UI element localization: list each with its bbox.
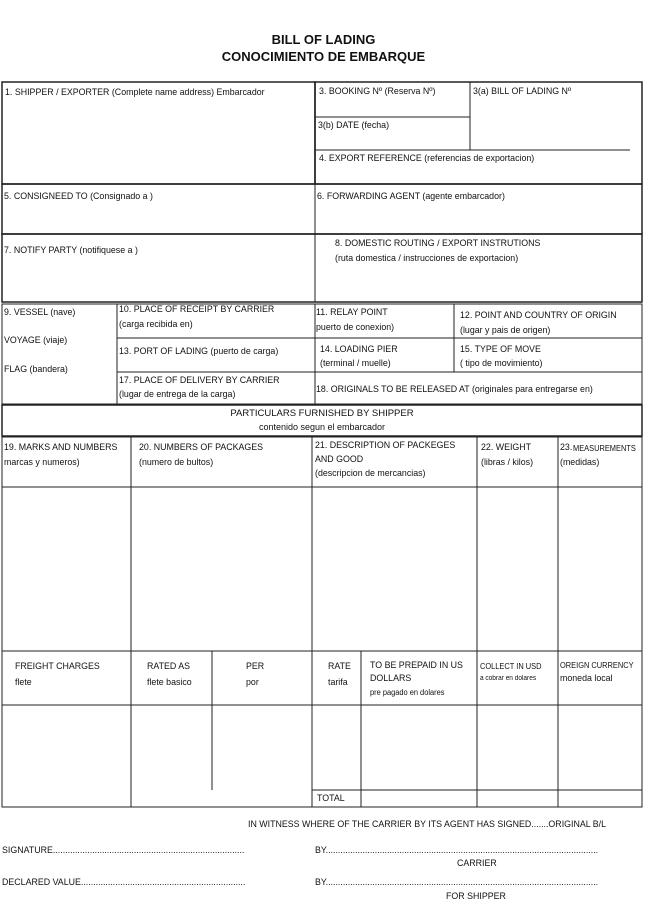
delivery-sublabel: (lugar de entrega de la carga) (119, 389, 236, 400)
voyage-label: VOYAGE (viaje) (4, 335, 68, 346)
rate-header: RATE (328, 661, 351, 672)
particulars-heading: PARTICULARS FURNISHED BY SHIPPER (230, 408, 414, 419)
signature-line[interactable]: SIGNATURE.............................................................................. (2, 845, 245, 856)
carrier-by-line[interactable]: BY............................................................................................................... (315, 845, 599, 856)
receipt-label: 10. PLACE OF RECEIPT BY CARRIER (119, 304, 275, 315)
per-subheader: por (246, 677, 259, 688)
description-header: 21. DESCRIPTION OF PACKEGES (315, 440, 456, 451)
declared-value-line[interactable]: DECLARED VALUE................................................................... (2, 877, 246, 888)
description-header-2: AND GOOD (315, 454, 364, 465)
type-of-move-sublabel: ( tipo de movimiento) (460, 358, 543, 369)
packages-header: 20. NUMBERS OF PACKAGES (139, 442, 264, 453)
date-label: 3(b) DATE (fecha) (318, 120, 390, 131)
relay-point-label: 11. RELAY POINT (316, 307, 388, 318)
document-title: BILL OF LADING (271, 32, 376, 47)
origin-sublabel: (lugar y pais de origen) (460, 325, 551, 336)
weight-header: 22. WEIGHT (481, 442, 532, 453)
shipper-by-line[interactable]: BY............................................................................................................... (315, 877, 599, 888)
bl-number-label: 3(a) BILL OF LADING Nº (473, 86, 572, 97)
prepaid-subheader: pre pagado en dolares (370, 688, 445, 697)
prepaid-header: TO BE PREPAID IN US (370, 660, 463, 671)
weight-subheader: (libras / kilos) (481, 457, 534, 468)
consignee-label: 5. CONSIGNEED TO (Consignado a ) (4, 191, 153, 202)
currency-subheader: moneda local (560, 673, 613, 684)
document-subtitle: CONOCIMIENTO DE EMBARQUE (221, 49, 426, 64)
marks-subheader: marcas y numeros) (4, 457, 80, 468)
loading-pier-sublabel: (terminal / muelle) (320, 358, 391, 369)
flag-label: FLAG (bandera) (4, 364, 68, 375)
port-of-lading-label: 13. PORT OF LADING (puerto de carga) (119, 346, 279, 357)
measurements-number: 23. (560, 442, 573, 453)
currency-header: OREIGN CURRENCY (560, 661, 634, 670)
measurements-header: MEASUREMENTS (573, 444, 636, 453)
carrier-caption: CARRIER (457, 858, 497, 869)
description-subheader: (descripcion de mercancias) (315, 468, 426, 479)
origin-label: 12. POINT AND COUNTRY OF ORIGIN (460, 310, 617, 321)
routing-sublabel: (ruta domestica / instrucciones de exportacion) (335, 253, 519, 264)
measurements-subheader: (medidas) (560, 457, 600, 468)
marks-header: 19. MARKS AND NUMBERS (4, 442, 118, 453)
relay-point-sublabel: puerto de conexion) (316, 322, 395, 333)
collect-subheader: a cobrar en dolares (480, 675, 537, 682)
export-reference-label: 4. EXPORT REFERENCE (referencias de exportacion) (319, 153, 535, 164)
rate-subheader: tarifa (328, 677, 348, 688)
collect-header: COLLECT IN USD (480, 662, 542, 671)
prepaid-header-2: DOLLARS (370, 673, 412, 684)
packages-subheader: (numero de bultos) (139, 457, 214, 468)
witness-statement: IN WITNESS WHERE OF THE CARRIER BY ITS AGENT HAS SIGNED.......ORIGINAL B/L (248, 819, 607, 830)
rated-as-subheader: flete basico (147, 677, 192, 688)
delivery-label: 17. PLACE OF DELIVERY BY CARRIER (119, 375, 280, 386)
routing-label: 8. DOMESTIC ROUTING / EXPORT INSTRUTIONS (335, 238, 541, 249)
particulars-subheading: contenido segun el embarcador (258, 422, 386, 432)
vessel-label: 9. VESSEL (nave) (4, 307, 76, 318)
receipt-sublabel: (carga recibida en) (119, 319, 193, 330)
freight-charges-subheader: flete (15, 677, 32, 688)
for-shipper-caption: FOR SHIPPER (446, 891, 506, 902)
booking-label: 3. BOOKING Nº (Reserva Nº) (319, 86, 436, 97)
per-header: PER (246, 661, 265, 672)
forwarding-agent-label: 6. FORWARDING AGENT (agente embarcador) (317, 191, 505, 202)
type-of-move-label: 15. TYPE OF MOVE (460, 344, 541, 355)
freight-charges-header: FREIGHT CHARGES (15, 661, 100, 672)
total-label: TOTAL (317, 793, 345, 804)
rated-as-header: RATED AS (147, 661, 191, 672)
notify-party-label: 7. NOTIFY PARTY (notifiquese a ) (4, 245, 138, 256)
shipper-label: 1. SHIPPER / EXPORTER (Complete name address) Embarcador (5, 87, 265, 98)
originals-label: 18. ORIGINALS TO BE RELEASED AT (originales para entregarse en) (316, 384, 593, 395)
loading-pier-label: 14. LOADING PIER (320, 344, 398, 355)
